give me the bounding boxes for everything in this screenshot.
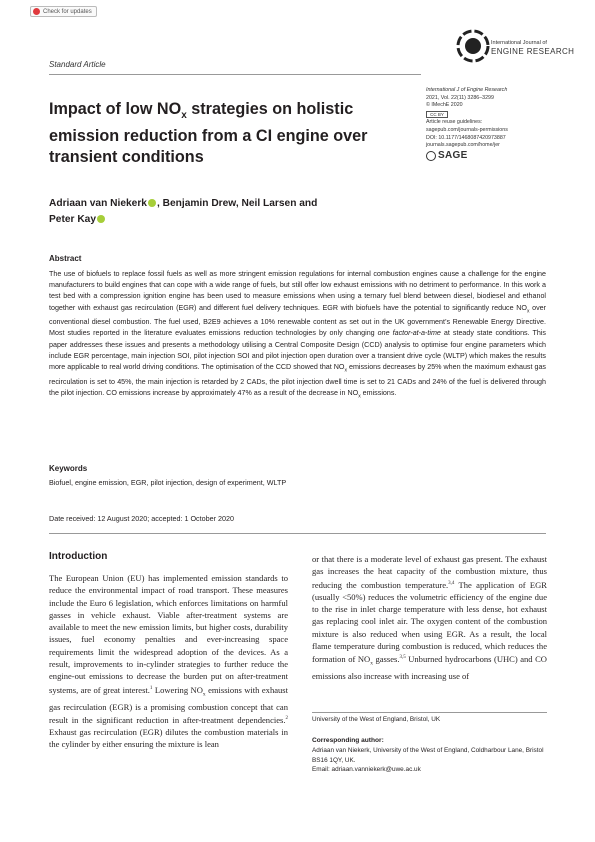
article-metadata: [426, 87, 566, 161]
sage-logo: SAGE: [426, 151, 566, 161]
copyright: © IMechE 2020: [426, 102, 463, 109]
sage-icon: [426, 151, 436, 161]
introduction-heading: Introduction: [49, 551, 108, 562]
journal-name: International J of Engine Research: [426, 87, 508, 93]
author-name: , Benjamin Drew, Neil Larsen and: [156, 198, 318, 209]
journal-url[interactable]: journals.sagepub.com/home/jer: [426, 142, 500, 149]
corresponding-author-address: Adriaan van Niekerk, University of the West of England, Coldharbour Lane, Bristol BS16 1QY, UK.: [312, 747, 544, 764]
corresponding-author-email[interactable]: Email: adriaan.vanniekerk@uwe.ac.uk: [312, 766, 421, 773]
abstract-body: The use of biofuels to replace fossil fuels as well as more stringent emission regulations for internal combustion engines cause a challenge for the engine manufacturers to build engines that can cope with a wide range of fuels, but still offer low exhaust emissions with no detriment to performance. In this work a test bed with a compression ignition engine has been used to measure emissions when using a ternary fuel blend between diesel, biodiesel and ethanol together with exhaust gas recirculation (EGR) and different fuel delivery techniques. EGR with biofuels have the potential to significantly reduce $NO_x$ over conventional diesel combustion. The fuel used, B2E9 achieves a 10% renewable content as set out in the UK government’s Renewable Energy Directive. Most studies reported in the literature evaluates emissions reduction technologies by only changing one factor-at-a-time at steady state conditions. This paper addresses these issues and presents a methodology utilising a Central Composite Design (CCD) analysis to optimise four engine parameters which include EGR percentage, main injection SOI, pilot injection SOI and pilot injection open duration over a transient drive cycle (WLTP) which makes the results more applicable to real world driving conditions. The optimisation of the CCD showed that $NO_x$ emissions decreases by 25% when the maximum exhaust gas recirculation is set to 45%, the main injection is retarded by 2 CADs, the pilot injection dwell time is set to 21 CADs and 24% of the fuel is delivered through the pilot injection. CO emissions increase by approximately 47% as a result of the decrease in $NO_x$ emissions.: [49, 270, 547, 400]
volume-info: 2021, Vol. 22(11) 3286–3299: [426, 94, 494, 101]
section-divider: [49, 533, 546, 534]
header-divider: [49, 74, 421, 75]
article-title: Impact of low $NO_x$ strategies on holistic emission reduction from a CI engine over transient conditions: [49, 100, 368, 167]
journal-logo: [455, 24, 575, 68]
intro-left-column: The European Union (EU) has implemented emission standards to reduce the environmental impact of road transport. These measures include the Euro 6 legislation, which enforces limitations on harmful gasses in vehicle exhaust. Viable after-treatment systems are available to meet the new emission limits, but higher costs, durability issues, fuel economy penalties and ever-increasing space requirements limit the widespread adoption of the devices. As a result, improvements to in-cylinder strategies to further reduce the engine-out emissions to decrease the burden put on after-treatment systems, are of great interest.$^1$ Lowering $NO_x$ emissions with exhaust gas recirculation (EGR) is a promising combustion concept that can result in the significant reduction in after-treatment dependencies.$^2$ Exhaust gas recirculation (EGR) dilutes the combustion materials in the cylinder by either ensuring the mixture is lean: [49, 573, 288, 750]
affiliation: University of the West of England, Bristol, UK: [312, 716, 441, 723]
doi[interactable]: DOI: 10.1177/1468087420973887: [426, 134, 506, 141]
keywords-list: Biofuel, engine emission, EGR, pilot injection, design of experiment, WLTP: [49, 478, 287, 487]
check-for-updates-button[interactable]: [30, 6, 97, 17]
article-type: Standard Article: [49, 60, 106, 69]
check-updates-label: Check for updates: [43, 8, 92, 15]
corresponding-author-details: [312, 746, 547, 775]
intro-right-column: or that there is a moderate level of exhaust gas present. The exhaust gas increases the heat capacity of the combustion mixture, thus reducing the combustion temperature.$^{3,4}$ The application of EGR (usually <50%) reduces the volumetric efficiency of the engine due to the rise in inlet charge temperature with less dense, hot exhaust gas replacing cool inlet air. The oxygen content of the combustion mixture is also reduced when using EGR. As a result, the local flame temperature during combustion is reduced, which reduces the formation of $NO_x$ gasses.$^{3,5}$ Unburned hydrocarbons (UHC) and CO emissions also increase with increasing use of: [312, 554, 547, 682]
orcid-icon[interactable]: [97, 215, 105, 223]
author-name: Peter Kay: [49, 214, 97, 225]
footnote-divider: [312, 712, 547, 713]
keywords-heading: Keywords: [49, 464, 88, 473]
journal-logo-line2: ENGINE RESEARCH: [491, 47, 575, 56]
crossmark-icon: [33, 8, 40, 15]
author-name: Adriaan van Niekerk: [49, 198, 147, 209]
orcid-icon[interactable]: [148, 199, 156, 207]
date-received: Date received: 12 August 2020; accepted: 1 October 2020: [49, 514, 235, 523]
author-list: [49, 196, 369, 228]
cc-license-badge[interactable]: CC BY: [426, 111, 448, 118]
permissions-link[interactable]: sagepub.com/journals-permissions: [426, 126, 508, 133]
journal-logo-line1: International Journal of: [491, 40, 547, 46]
reuse-guidelines: Article reuse guidelines:: [426, 119, 483, 126]
abstract-heading: Abstract: [49, 254, 82, 263]
corresponding-author-label: Corresponding author:: [312, 737, 384, 744]
